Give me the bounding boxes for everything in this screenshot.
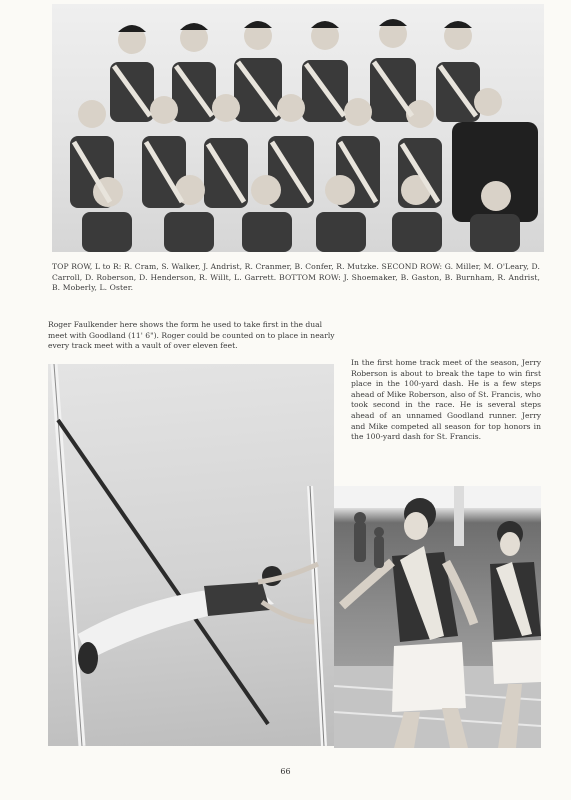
dash-photo-caption: In the first home track meet of the season, Jerry Roberson is about to break the tape to win first place in the 100-yard dash. He is a few steps ahead of Mike Roberson, also of St. Francis, who took second in the race. He is several steps ahead of an unnamed Goodland runner. Jerry and Mike competed all season for top honors in the 100-yard dash for St. Francis.: [351, 358, 541, 442]
team-photo-caption: TOP ROW, L to R: R. Cram, S. Walker, J. Andrist, R. Cranmer, B. Confer, R. Mutzke. SECOND ROW: G. Miller, M. O'Leary, D. Carroll, D. Roberson, D. Henderson, R. Willt, L. Garrett. BOTTOM ROW: J. Shoemaker, B. Gaston, B. Burnham, R. Andrist, B. Moberly, L. Oster.: [52, 262, 540, 293]
page-number: 66: [280, 767, 291, 776]
track-team-photo-art: [52, 4, 544, 252]
pole-vault-photo-art: [48, 364, 334, 746]
hundred-yard-dash-photo: [334, 486, 541, 748]
hundred-yard-dash-photo-art: [334, 486, 541, 748]
pole-vault-photo: [48, 364, 334, 746]
pole-vault-caption: Roger Faulkender here shows the form he used to take first in the dual meet with Goodland (11' 6"). Roger could be counted on to place in nearly every track meet with a vault of over eleven feet.: [48, 320, 335, 351]
track-team-photo: [52, 4, 544, 252]
